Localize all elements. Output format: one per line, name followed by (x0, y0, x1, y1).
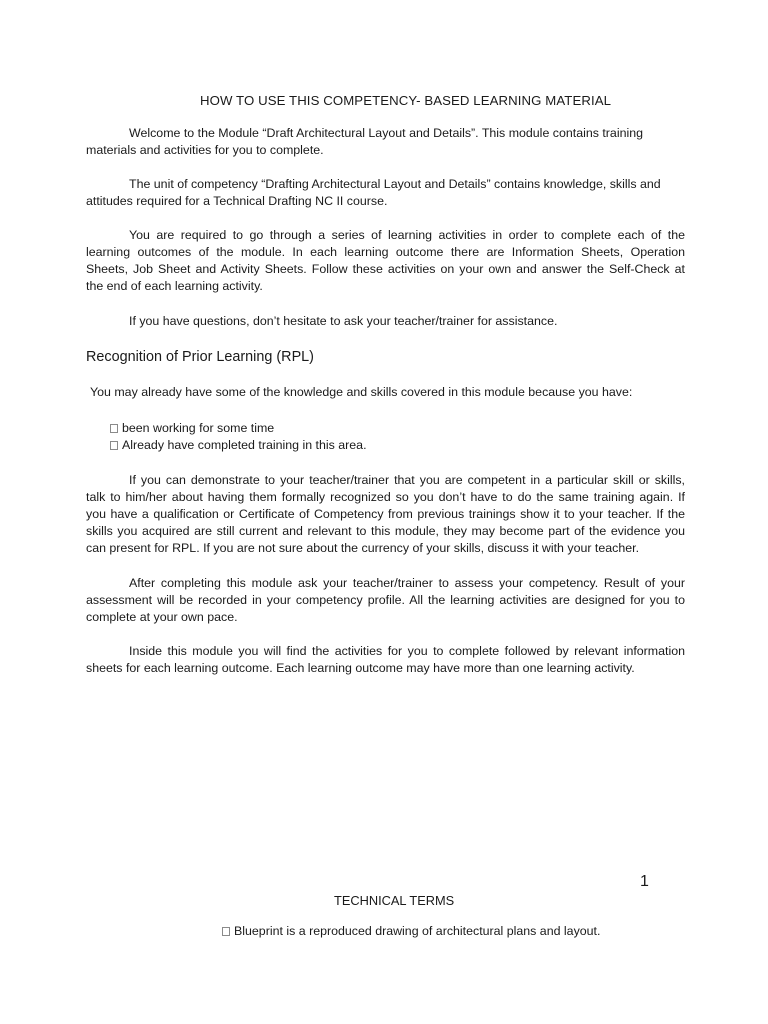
paragraph-line: talk to him/her about having them formally recognized so you don’t have to do the same training again. If (86, 490, 685, 504)
technical-term-text: Blueprint is a reproduced drawing of architectural plans and layout. (234, 924, 601, 938)
checkbox-bullet-icon (110, 441, 118, 450)
paragraph-line: The unit of competency “Drafting Architectural Layout and Details” contains knowledge, skills and (129, 177, 661, 191)
paragraph-line: attitudes required for a Technical Drafting NC II course. (86, 194, 388, 208)
inside-paragraph (86, 643, 685, 677)
rpl-heading: Recognition of Prior Learning (RPL) (86, 349, 314, 365)
page-number: 1 (640, 873, 649, 890)
intro-paragraph (86, 125, 685, 159)
questions-paragraph (86, 313, 685, 330)
demonstrate-paragraph (86, 472, 685, 557)
paragraph-line: If you can demonstrate to your teacher/trainer that you are competent in a particular skill or skills, (129, 473, 685, 487)
rpl-bullet (110, 420, 274, 437)
paragraph-line: skills you acquired are still current and relevant to this module, they may become part of the evidence you (86, 524, 685, 538)
paragraph-line: learning outcomes of the module. In each learning outcome there are Information Sheets, Operation (86, 245, 685, 259)
unit-paragraph (86, 176, 685, 210)
technical-terms-heading: TECHNICAL TERMS (334, 893, 455, 908)
paragraph-line: After completing this module ask your teacher/trainer to assess your competency. Result of your (129, 576, 685, 590)
checkbox-bullet-icon (222, 927, 230, 936)
paragraph-line: materials and activities for you to complete. (86, 143, 324, 157)
paragraph-line: complete at your own pace. (86, 610, 238, 624)
required-paragraph (86, 227, 685, 295)
rpl-bullet-text: been working for some time (122, 421, 275, 435)
rpl-bullet (110, 437, 367, 454)
paragraph-line: You are required to go through a series of learning activities in order to complete each of the (129, 228, 685, 242)
paragraph-line: Welcome to the Module “Draft Architectural Layout and Details”. This module contains training (129, 126, 644, 140)
page-title: HOW TO USE THIS COMPETENCY- BASED LEARNING MATERIAL (200, 93, 612, 108)
paragraph-line: If you have questions, don’t hesitate to ask your teacher/trainer for assistance. (129, 314, 558, 328)
paragraph-line: sheets for each learning outcome. Each learning outcome may have more than one learning activity. (86, 661, 635, 675)
technical-term-item (222, 923, 600, 940)
paragraph-line: Sheets, Job Sheet and Activity Sheets. Follow these activities on your own and answer the Self-Check at (86, 262, 685, 276)
paragraph-line: the end of each learning activity. (86, 279, 263, 293)
rpl-intro: You may already have some of the knowledge and skills covered in this module because you have: (90, 385, 633, 399)
checkbox-bullet-icon (110, 424, 118, 433)
rpl-bullet-text: Already have completed training in this area. (122, 438, 367, 452)
paragraph-line: you have a qualification or Certificate of Competency from previous trainings show it to your teacher. If the (86, 507, 685, 521)
paragraph-line: can present for RPL. If you are not sure about the currency of your skills, discuss it with your teacher. (86, 541, 640, 555)
after-paragraph (86, 575, 685, 626)
paragraph-line: Inside this module you will find the activities for you to complete followed by relevant information (129, 644, 685, 658)
paragraph-line: assessment will be recorded in your competency profile. All the learning activities are designed for you to (86, 593, 685, 607)
